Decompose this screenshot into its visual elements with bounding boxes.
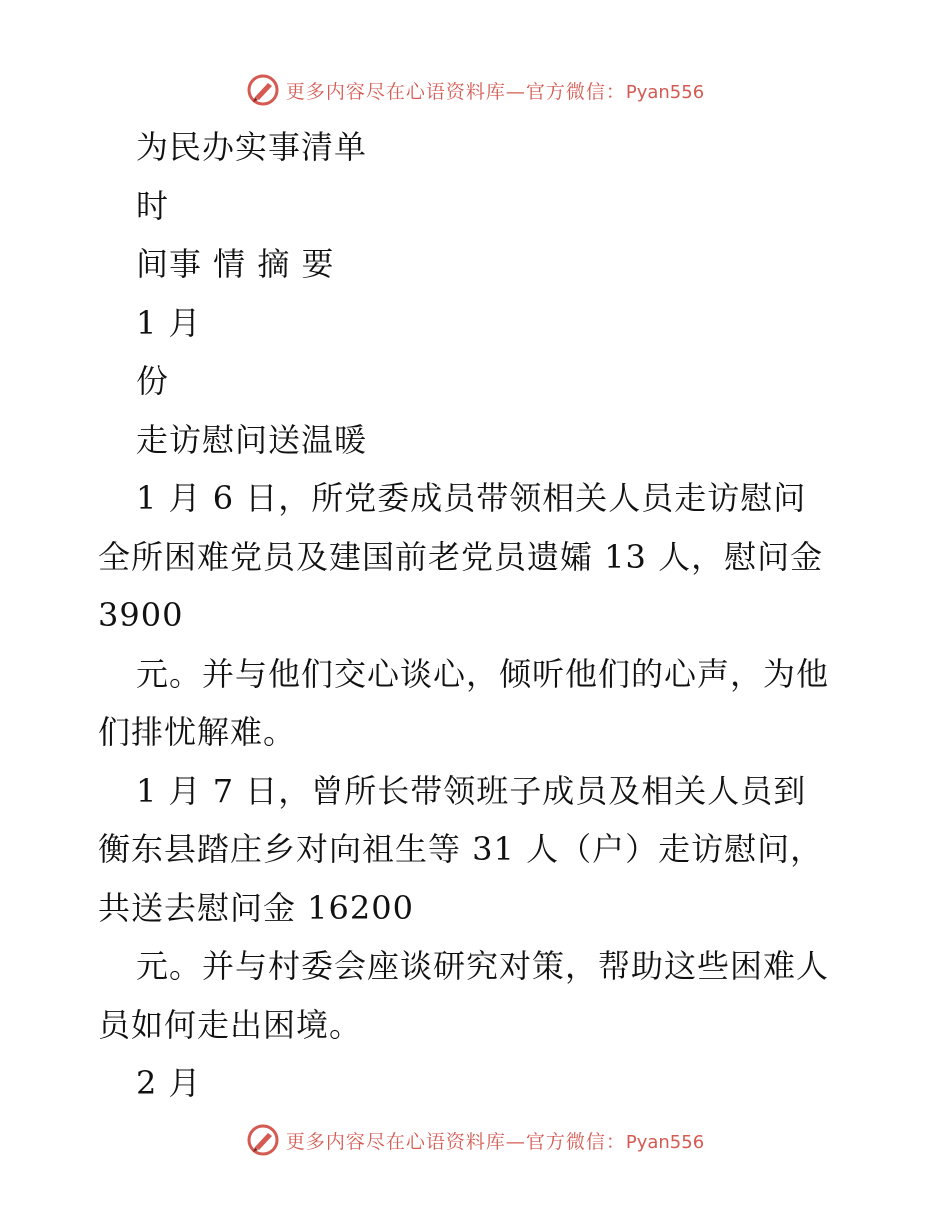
watermark-wechat-id: Pyan556 xyxy=(625,1131,705,1153)
watermark-text xyxy=(286,77,704,104)
footer-watermark xyxy=(0,1120,950,1160)
pen-logo-icon xyxy=(246,73,280,107)
doc-line: 元。并与他们交心谈心，倾听他们的心声，为他 xyxy=(136,654,830,693)
doc-line: 3900 xyxy=(98,596,184,634)
doc-line: 们排忧解难。 xyxy=(98,713,297,751)
doc-line: 元。并与村委会座谈研究对策，帮助这些困难人 xyxy=(136,947,830,985)
doc-line: 份 xyxy=(136,362,170,400)
doc-line: 共送去慰问金 16200 xyxy=(98,888,414,927)
watermark-wechat-id: Pyan556 xyxy=(625,81,705,103)
doc-line: 全所困难党员及建国前老党员遗孀 13 人，慰问金 xyxy=(98,537,824,576)
doc-line: 员如何走出困境。 xyxy=(98,1005,363,1044)
watermark-text-cn: 更多内容尽在心语资料库—官方微信： xyxy=(285,1130,626,1153)
doc-line: 2 月 xyxy=(136,1064,202,1102)
doc-line: 间事 情 摘 要 xyxy=(136,245,335,283)
doc-line: 1 月 xyxy=(136,303,202,342)
pen-logo-icon xyxy=(246,1123,280,1157)
doc-line: 1 月 7 日，曾所长带领班子成员及相关人员到 xyxy=(136,771,807,810)
doc-line: 1 月 6 日，所党委成员带领相关人员走访慰问 xyxy=(136,479,807,517)
document-body xyxy=(98,118,858,1113)
doc-line: 走访慰问送温暖 xyxy=(136,420,368,459)
header-watermark xyxy=(0,70,950,110)
doc-line: 衡东县踏庄乡对向祖生等 31 人（户）走访慰问， xyxy=(98,830,824,868)
doc-title: 为民办实事清单 xyxy=(136,128,368,166)
watermark-text xyxy=(286,1127,704,1154)
doc-line: 时 xyxy=(136,186,170,225)
watermark-text-cn: 更多内容尽在心语资料库—官方微信： xyxy=(285,80,626,103)
